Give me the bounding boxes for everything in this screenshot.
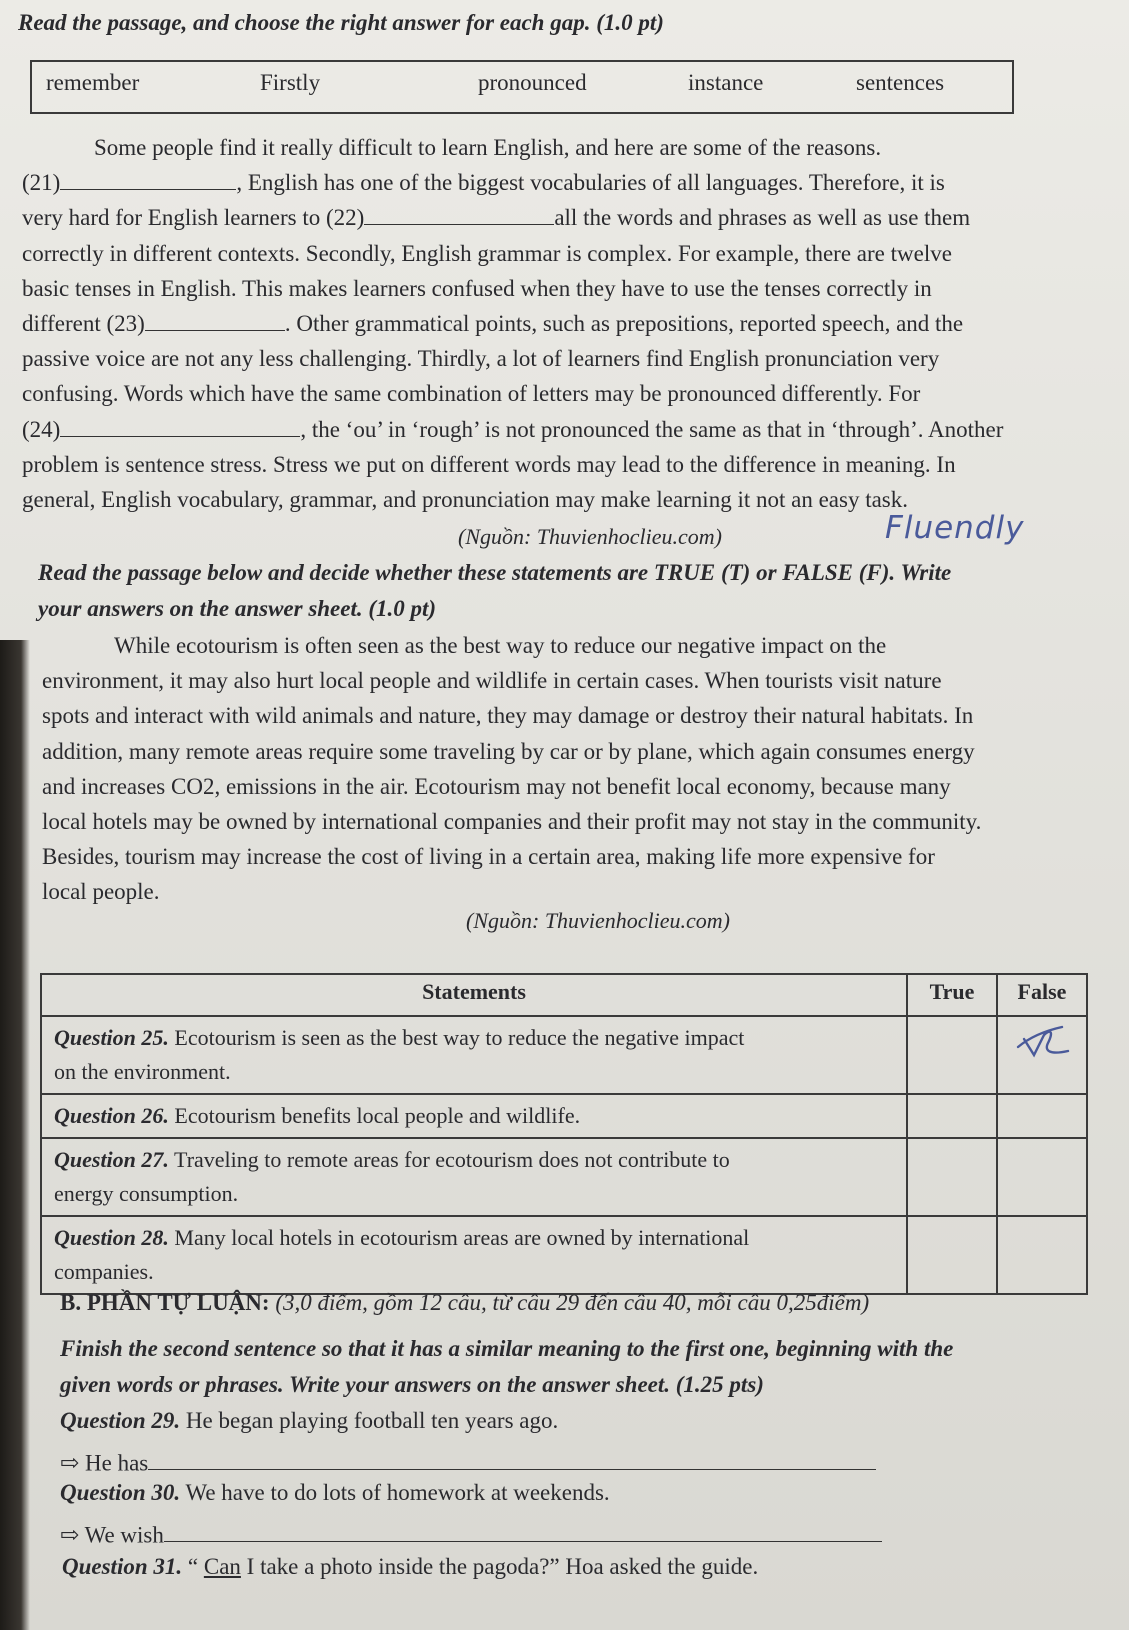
table-row (41, 1094, 1087, 1138)
passage-line (22, 412, 1112, 447)
statement-text: companies. (54, 1259, 154, 1284)
question-label: Question 31. (62, 1554, 183, 1579)
underlined-word: Can (203, 1554, 241, 1579)
passage-line (22, 200, 1112, 235)
question-label: Question 29. (60, 1408, 181, 1433)
word-box-item: sentences (856, 70, 945, 95)
statement-text: on the environment. (54, 1059, 231, 1084)
passage-line: addition, many remote areas require some traveling by car or by plane, which again consumes energy (42, 738, 975, 764)
passage-text: , English has one of the biggest vocabularies of all languages. Therefore, it is (236, 170, 945, 196)
source-citation: (Nguồn: Thuvienhoclieu.com) (458, 524, 722, 549)
gap-21-blank[interactable] (60, 166, 236, 190)
statement-cell (41, 1138, 907, 1216)
answer-prompt: ⇨ He has (60, 1450, 149, 1476)
passage-text: . Other grammatical points, such as prepositions, reported speech, and the (284, 311, 964, 337)
table-row (41, 1216, 1087, 1294)
true-answer-cell[interactable] (907, 1138, 997, 1216)
column-header: False (997, 974, 1087, 1016)
question-30 (60, 1480, 610, 1506)
gap-label: very hard for English learners to (22) (22, 205, 365, 231)
handwritten-mark-icon (1010, 1021, 1074, 1061)
true-answer-cell[interactable] (907, 1016, 997, 1094)
gap-24-blank[interactable] (60, 413, 300, 437)
answer-29 (60, 1444, 876, 1476)
passage-line: While ecotourism is often seen as the best way to reduce our negative impact on the (114, 633, 887, 658)
question-label: Question 26. (54, 1103, 169, 1128)
question-text: He began playing football ten years ago. (180, 1408, 559, 1433)
question-text: We have to do lots of homework at weekends. (180, 1480, 610, 1505)
question-label: Question 30. (60, 1480, 181, 1505)
true-answer-cell[interactable] (907, 1216, 997, 1294)
question-31 (62, 1554, 758, 1580)
answer-29-line[interactable] (148, 1444, 876, 1470)
question-label: Question 27. (54, 1147, 169, 1172)
statement-text: energy consumption. (54, 1181, 239, 1206)
false-answer-cell[interactable] (997, 1138, 1087, 1216)
question-29 (60, 1408, 558, 1434)
question-label: Question 28. (54, 1225, 169, 1250)
statement-text: Traveling to remote areas for ecotourism does not contribute to (168, 1147, 730, 1172)
passage-line: and increases CO2, emissions in the air. Ecotourism may not benefit local economy, because many (42, 773, 951, 799)
page-edge-shadow (0, 640, 30, 1630)
section-a-instruction: Read the passage, and choose the right answer for each gap. (1.0 pt) (18, 10, 664, 35)
false-answer-cell[interactable] (997, 1016, 1087, 1094)
true-false-table (40, 973, 1088, 1295)
passage-line: problem is sentence stress. Stress we put on different words may lead to the difference in meaning. In (22, 451, 956, 477)
tf-instruction-line2: your answers on the answer sheet. (1.0 pt) (38, 596, 437, 621)
section-b-instruction-line2: given words or phrases. Write your answers on the answer sheet. (1.25 pts) (60, 1372, 764, 1397)
false-answer-cell[interactable] (997, 1094, 1087, 1138)
table-row (41, 1138, 1087, 1216)
statement-cell (41, 1216, 907, 1294)
ecotourism-passage (42, 628, 1114, 910)
section-b-instruction-line1: Finish the second sentence so that it has a similar meaning to the first one, beginning with the (60, 1336, 954, 1361)
question-label: Question 25. (54, 1025, 169, 1050)
column-header: True (907, 974, 997, 1016)
false-answer-cell[interactable] (997, 1216, 1087, 1294)
word-box-item: instance (688, 70, 764, 95)
passage-line (22, 165, 1112, 200)
word-box-item: Firstly (260, 70, 321, 95)
section-b-points: (3,0 điểm, gồm 12 câu, từ câu 29 đến câu 40, mỗi câu 0,25điểm) (269, 1290, 870, 1315)
gap-22-blank[interactable] (364, 201, 554, 225)
passage-text: , the ‘ou’ in ‘rough’ is not pronounced the same as that in ‘through’. Another (300, 416, 1004, 442)
passage-text: all the words and phrases as well as use them (554, 205, 971, 231)
question-text: I take a photo inside the pagoda?” Hoa asked the guide. (240, 1554, 759, 1579)
passage-line (22, 306, 1112, 341)
handwritten-note: Fluendly (885, 510, 1025, 546)
passage-line: spots and interact with wild animals and nature, they may damage or destroy their natural habitats. In (42, 703, 974, 729)
word-box-item: remember (46, 70, 140, 95)
passage-line: environment, it may also hurt local people and wildlife in certain cases. When tourists visit nature (42, 668, 942, 694)
passage-line: general, English vocabulary, grammar, and pronunciation may make learning it not an easy task. (22, 487, 908, 513)
passage-line: correctly in different contexts. Secondly, English grammar is complex. For example, there are twelve (22, 240, 952, 266)
passage-line: Some people find it really difficult to learn English, and here are some of the reasons. (94, 135, 882, 160)
passage-line: Besides, tourism may increase the cost of living in a certain area, making life more expensive for (42, 844, 935, 870)
answer-prompt: ⇨ We wish (60, 1522, 164, 1548)
question-text: “ (182, 1554, 204, 1579)
gap-label: (21) (22, 170, 61, 196)
statement-cell (41, 1016, 907, 1094)
passage-line: basic tenses in English. This makes learners confused when they have to use the tenses correctly in (22, 275, 932, 301)
source-citation: (Nguồn: Thuvienhoclieu.com) (466, 908, 730, 933)
tf-instruction-line1: Read the passage below and decide whether these statements are TRUE (T) or FALSE (F). Write (38, 560, 952, 585)
statement-cell (41, 1094, 907, 1138)
answer-30-line[interactable] (164, 1516, 882, 1542)
column-header: Statements (41, 974, 907, 1016)
gap-label: different (23) (22, 311, 145, 337)
word-box-item: pronounced (478, 70, 587, 95)
gap-23-blank[interactable] (145, 307, 285, 331)
statement-text: Many local hotels in ecotourism areas are owned by international (168, 1225, 750, 1250)
statement-text: Ecotourism benefits local people and wildlife. (168, 1103, 581, 1128)
section-b-heading: B. PHẦN TỰ LUẬN: (60, 1290, 270, 1315)
table-header-row (41, 974, 1087, 1016)
passage-line: local hotels may be owned by international companies and their profit may not stay in the community. (42, 809, 982, 835)
gap-fill-passage (22, 130, 1112, 517)
passage-line: local people. (42, 879, 160, 905)
table-row (41, 1016, 1087, 1094)
word-box (30, 60, 1014, 114)
answer-30 (60, 1516, 882, 1548)
passage-line: passive voice are not any less challenging. Thirdly, a lot of learners find English pronunciation very (22, 346, 940, 372)
passage-line: confusing. Words which have the same combination of letters may be pronounced differently. For (22, 381, 921, 407)
true-answer-cell[interactable] (907, 1094, 997, 1138)
statement-text: Ecotourism is seen as the best way to reduce the negative impact (168, 1025, 745, 1050)
section-b-title (60, 1290, 869, 1316)
gap-label: (24) (22, 416, 61, 442)
